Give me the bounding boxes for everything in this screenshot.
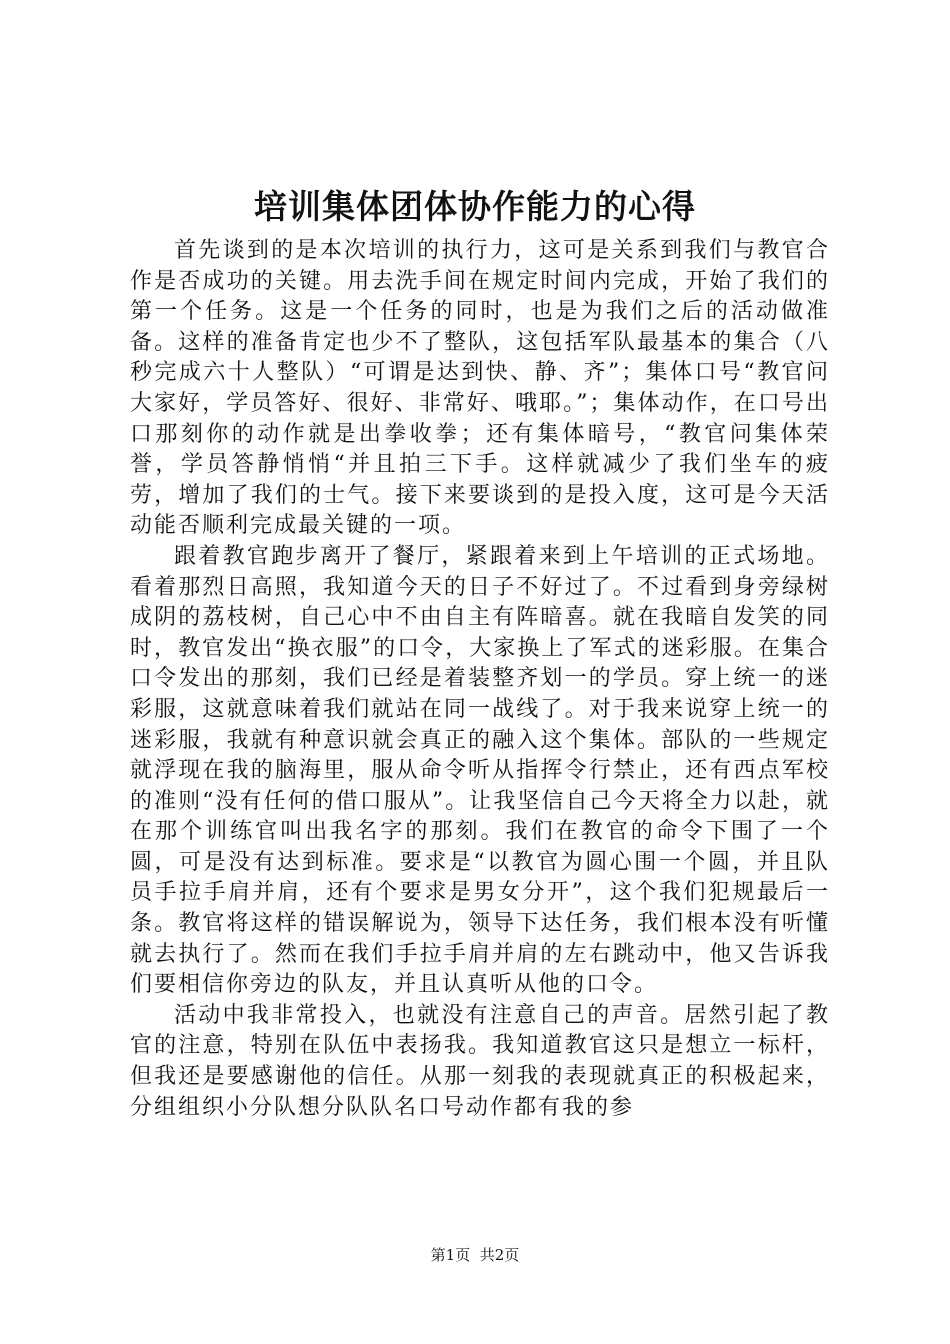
document-body	[130, 236, 830, 1123]
paragraph-2: 跟着教官跑步离开了餐厅，紧跟着来到上午培训的正式场地。看着那烈日高照，我知道今天的日子不好过了。不过看到身旁绿树成阴的荔枝树，自己心中不由自主有阵暗喜。就在我暗自发笑的同时，教官发出“换衣服”的口令，大家换上了军式的迷彩服。在集合口令发出的那刻，我们已经是着装整齐划一的学员。穿上统一的迷彩服，这就意味着我们就站在同一战线了。对于我来说穿上统一的迷彩服，我就有种意识就会真正的融入这个集体。部队的一些规定就浮现在我的脑海里，服从命令听从指挥令行禁止，还有西点军校的准则“没有任何的借口服从”。让我坚信自己今天将全力以赴，就在那个训练官叫出我名字的那刻。我们在教官的命令下围了一个圆，可是没有达到标准。要求是“以教官为圆心围一个圆，并且队员手拉手肩并肩，还有个要求是男女分开”，这个我们犯规最后一条。教官将这样的错误解说为，领导下达任务，我们根本没有听懂就去执行了。然而在我们手拉手肩并肩的左右跳动中，他又告诉我们要相信你旁边的队友，并且认真听从他的口令。	[130, 543, 830, 998]
paragraph-1: 首先谈到的是本次培训的执行力，这可是关系到我们与教官合作是否成功的关键。用去洗手间在规定时间内完成，开始了我们的第一个任务。这是一个任务的同时，也是为我们之后的活动做准备。这样的准备肯定也少不了整队，这包括军队最基本的集合（八秒完成六十人整队）“可谓是达到快、静、齐”；集体口号“教官问大家好，学员答好、很好、非常好、哦耶。”；集体动作，在口号出口那刻你的动作就是出拳收拳；还有集体暗号，“教官问集体荣誉，学员答静悄悄“并且拍三下手。这样就减少了我们坐车的疲劳，增加了我们的士气。接下来要谈到的是投入度，这可是今天活动能否顺利完成最关键的一项。	[130, 238, 830, 539]
page-total: 共2页	[479, 1246, 520, 1264]
document-title: 培训集体团体协作能力的心得	[254, 187, 696, 226]
page-number: 第1页	[430, 1246, 471, 1264]
page-footer	[0, 1244, 950, 1266]
paragraph-3: 活动中我非常投入，也就没有注意自己的声音。居然引起了教官的注意，特别在队伍中表扬我。我知道教官这只是想立一标杆，但我还是要感谢他的信任。从那一刻我的表现就真正的积极起来，分组组织小分队想分队队名口号动作都有我的参	[130, 1002, 830, 1120]
